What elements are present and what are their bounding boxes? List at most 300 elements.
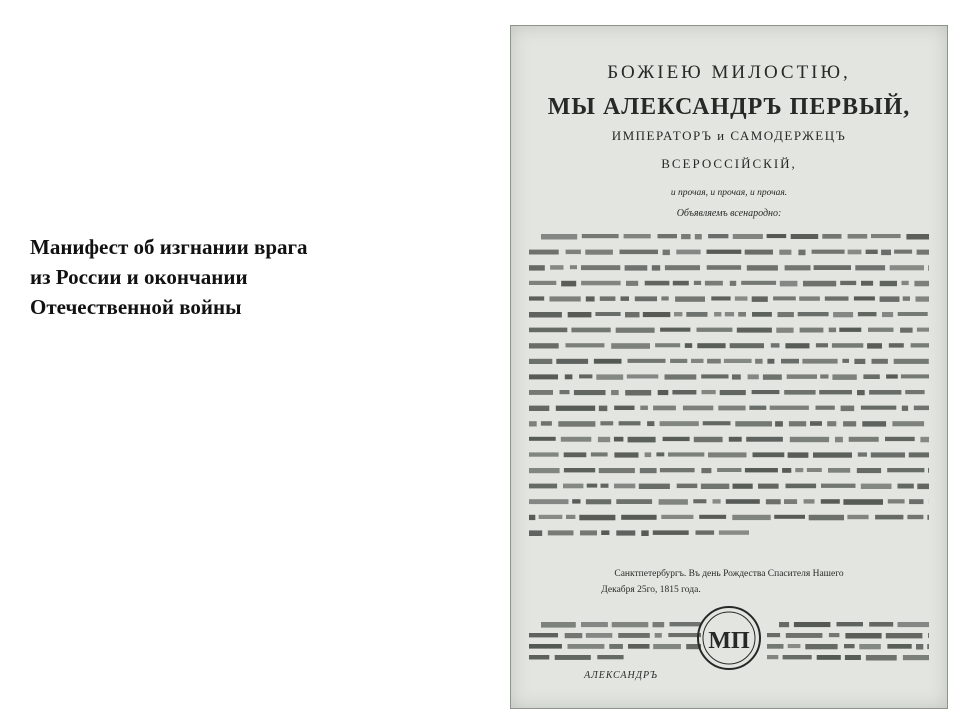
text-glyph-run bbox=[655, 343, 680, 347]
text-glyph-run bbox=[788, 452, 809, 457]
text-glyph-run bbox=[752, 390, 780, 394]
text-glyph-run bbox=[685, 343, 692, 348]
text-glyph-run bbox=[550, 296, 581, 301]
text-glyph-run bbox=[566, 515, 575, 519]
text-glyph-run bbox=[621, 296, 630, 301]
text-glyph-run bbox=[686, 312, 707, 317]
text-glyph-run bbox=[701, 468, 711, 473]
text-glyph-run bbox=[566, 343, 605, 347]
text-glyph-run bbox=[653, 622, 665, 627]
text-glyph-run bbox=[529, 644, 562, 649]
text-glyph-run bbox=[585, 250, 613, 255]
text-glyph-run bbox=[626, 281, 638, 286]
text-glyph-run bbox=[660, 468, 695, 472]
text-glyph-run bbox=[529, 437, 556, 441]
text-glyph-run bbox=[529, 484, 557, 489]
text-glyph-run bbox=[790, 437, 829, 442]
text-glyph-run bbox=[927, 644, 929, 649]
text-glyph-run bbox=[611, 343, 650, 349]
text-glyph-run bbox=[866, 250, 878, 254]
text-glyph-run bbox=[658, 234, 678, 238]
text-glyph-run bbox=[741, 281, 776, 285]
text-glyph-run bbox=[595, 312, 620, 316]
text-glyph-run bbox=[681, 234, 691, 239]
text-glyph-run bbox=[861, 281, 873, 286]
text-glyph-run bbox=[885, 437, 915, 441]
text-glyph-run bbox=[828, 468, 850, 473]
text-glyph-run bbox=[857, 390, 865, 395]
text-glyph-run bbox=[724, 359, 752, 363]
text-glyph-run bbox=[857, 468, 881, 473]
text-glyph-run bbox=[635, 296, 657, 301]
text-glyph-run bbox=[556, 359, 588, 364]
text-glyph-run bbox=[839, 328, 861, 332]
text-glyph-run bbox=[847, 515, 868, 519]
text-glyph-run bbox=[841, 406, 855, 412]
text-glyph-run bbox=[779, 250, 791, 255]
text-glyph-run bbox=[586, 296, 595, 301]
text-glyph-run bbox=[770, 406, 809, 410]
text-glyph-run bbox=[784, 499, 797, 504]
text-glyph-run bbox=[703, 421, 731, 425]
text-glyph-run bbox=[616, 328, 655, 333]
text-glyph-run bbox=[580, 530, 597, 535]
text-glyph-run bbox=[804, 499, 815, 503]
text-glyph-run bbox=[707, 250, 742, 254]
text-glyph-run bbox=[529, 421, 537, 426]
text-glyph-run bbox=[529, 515, 535, 520]
text-glyph-run bbox=[570, 265, 577, 269]
text-glyph-run bbox=[621, 515, 656, 520]
text-glyph-run bbox=[755, 359, 763, 364]
text-glyph-run bbox=[529, 374, 558, 379]
text-glyph-run bbox=[663, 250, 670, 256]
text-glyph-run bbox=[786, 484, 817, 489]
text-glyph-run bbox=[854, 359, 865, 364]
text-glyph-run bbox=[628, 644, 650, 649]
text-glyph-run bbox=[783, 655, 812, 659]
caption-line: Манифест об изгнании врага bbox=[30, 235, 308, 259]
text-glyph-run bbox=[566, 250, 581, 255]
text-glyph-run bbox=[670, 622, 701, 626]
text-glyph-run bbox=[752, 296, 768, 302]
text-glyph-run bbox=[529, 530, 542, 536]
text-glyph-run bbox=[816, 406, 835, 410]
text-glyph-run bbox=[771, 343, 780, 347]
text-glyph-run bbox=[848, 234, 868, 239]
text-glyph-run bbox=[707, 265, 741, 270]
text-glyph-run bbox=[907, 515, 923, 519]
text-glyph-run bbox=[785, 343, 809, 348]
text-glyph-run bbox=[581, 265, 620, 270]
text-glyph-run bbox=[561, 281, 576, 287]
text-glyph-run bbox=[618, 633, 650, 638]
text-glyph-run bbox=[732, 515, 770, 520]
text-glyph-run bbox=[701, 484, 729, 489]
text-glyph-run bbox=[903, 655, 929, 660]
text-glyph-run bbox=[887, 468, 924, 472]
text-glyph-run bbox=[620, 250, 659, 255]
text-glyph-run bbox=[894, 359, 929, 364]
text-glyph-run bbox=[837, 622, 864, 626]
text-glyph-run bbox=[565, 374, 573, 379]
text-glyph-run bbox=[711, 296, 730, 300]
text-glyph-run bbox=[529, 633, 558, 637]
text-glyph-run bbox=[748, 374, 759, 379]
text-glyph-run bbox=[701, 374, 728, 378]
text-glyph-run bbox=[901, 374, 929, 378]
text-glyph-run bbox=[825, 296, 849, 300]
text-glyph-run bbox=[746, 437, 783, 442]
text-glyph-run bbox=[611, 390, 619, 395]
text-glyph-run bbox=[810, 421, 822, 426]
text-glyph-run bbox=[747, 265, 778, 270]
text-glyph-run bbox=[829, 328, 836, 333]
text-glyph-run bbox=[668, 452, 704, 456]
text-glyph-run bbox=[863, 374, 879, 379]
text-glyph-run bbox=[782, 468, 791, 473]
text-glyph-run bbox=[529, 499, 569, 504]
seal-monogram: МП bbox=[708, 628, 750, 654]
text-glyph-run bbox=[843, 421, 856, 426]
text-glyph-run bbox=[601, 484, 609, 488]
text-glyph-run bbox=[800, 328, 824, 333]
text-glyph-run bbox=[597, 655, 623, 659]
text-glyph-run bbox=[892, 421, 924, 426]
text-glyph-run bbox=[869, 390, 901, 395]
text-glyph-run bbox=[805, 644, 837, 649]
text-glyph-run bbox=[661, 515, 693, 519]
text-glyph-run bbox=[917, 250, 929, 255]
text-glyph-run bbox=[835, 437, 843, 443]
text-glyph-run bbox=[539, 515, 563, 519]
text-glyph-run bbox=[778, 312, 794, 317]
text-glyph-run bbox=[763, 374, 782, 379]
text-glyph-run bbox=[714, 312, 721, 317]
text-glyph-run bbox=[624, 234, 651, 238]
text-glyph-run bbox=[813, 452, 852, 457]
text-glyph-run bbox=[781, 359, 799, 364]
text-glyph-run bbox=[568, 644, 605, 649]
text-glyph-run bbox=[867, 343, 882, 348]
doc-heading-line6: Объявляемъ всенародно: bbox=[676, 208, 782, 219]
text-glyph-run bbox=[871, 452, 905, 457]
text-glyph-run bbox=[776, 328, 793, 333]
doc-dateline-line2: Декабря 25го, 1815 года. bbox=[601, 585, 701, 595]
text-glyph-run bbox=[660, 421, 699, 426]
text-glyph-run bbox=[529, 343, 559, 348]
text-glyph-run bbox=[596, 374, 623, 379]
text-glyph-run bbox=[928, 468, 929, 473]
text-glyph-run bbox=[653, 644, 681, 649]
text-glyph-run bbox=[821, 499, 840, 504]
text-glyph-run bbox=[871, 234, 901, 238]
text-glyph-run bbox=[890, 265, 924, 270]
document-signature-block bbox=[529, 622, 701, 660]
text-glyph-run bbox=[869, 622, 893, 627]
text-glyph-run bbox=[735, 421, 772, 426]
text-glyph-run bbox=[866, 655, 897, 661]
text-glyph-run bbox=[758, 484, 779, 489]
text-glyph-run bbox=[661, 296, 668, 300]
text-glyph-run bbox=[571, 328, 610, 333]
manifesto-document-image bbox=[510, 25, 948, 709]
text-glyph-run bbox=[855, 265, 885, 270]
text-glyph-run bbox=[809, 515, 844, 521]
text-glyph-run bbox=[914, 406, 929, 411]
text-glyph-run bbox=[858, 452, 867, 456]
text-glyph-run bbox=[795, 468, 803, 472]
text-glyph-run bbox=[612, 622, 649, 627]
text-glyph-run bbox=[875, 515, 903, 520]
document-body-text bbox=[529, 234, 929, 536]
text-glyph-run bbox=[599, 468, 635, 473]
text-glyph-run bbox=[780, 281, 798, 287]
text-glyph-run bbox=[767, 234, 787, 238]
text-glyph-run bbox=[862, 421, 886, 426]
text-glyph-run bbox=[886, 633, 923, 638]
text-glyph-run bbox=[840, 281, 856, 285]
doc-signature: АЛЕКСАНДРЪ bbox=[584, 670, 658, 681]
text-glyph-run bbox=[909, 452, 929, 457]
text-glyph-run bbox=[683, 406, 713, 411]
text-glyph-run bbox=[675, 296, 705, 301]
text-glyph-run bbox=[586, 499, 611, 504]
text-glyph-run bbox=[794, 622, 831, 627]
text-glyph-run bbox=[672, 390, 696, 395]
text-glyph-run bbox=[827, 421, 836, 426]
text-glyph-run bbox=[798, 250, 805, 256]
text-glyph-run bbox=[817, 655, 841, 660]
text-glyph-run bbox=[529, 296, 544, 300]
text-glyph-run bbox=[558, 421, 595, 427]
text-glyph-run bbox=[849, 437, 879, 442]
text-glyph-run bbox=[767, 633, 780, 637]
text-glyph-run bbox=[564, 468, 595, 472]
text-glyph-run bbox=[917, 484, 929, 490]
text-glyph-run bbox=[529, 452, 559, 456]
text-glyph-run bbox=[775, 421, 783, 426]
text-glyph-run bbox=[914, 281, 929, 287]
doc-heading-line5: и прочая, и прочая, и прочая. bbox=[670, 188, 788, 198]
text-glyph-run bbox=[732, 374, 741, 379]
text-glyph-run bbox=[676, 250, 700, 255]
text-glyph-run bbox=[563, 484, 583, 489]
text-glyph-run bbox=[900, 328, 913, 333]
text-glyph-run bbox=[787, 374, 817, 379]
text-glyph-run bbox=[752, 312, 772, 317]
text-glyph-run bbox=[789, 421, 806, 426]
text-glyph-run bbox=[591, 452, 608, 456]
text-glyph-run bbox=[766, 499, 781, 504]
text-glyph-run bbox=[645, 281, 670, 286]
caption-line: Отечественной войны bbox=[30, 295, 242, 319]
text-glyph-run bbox=[829, 633, 840, 637]
text-glyph-run bbox=[803, 281, 836, 287]
doc-heading-line4: ВСЕРОССІЙСКІЙ, bbox=[661, 156, 797, 171]
text-glyph-run bbox=[529, 359, 552, 364]
text-glyph-run bbox=[579, 515, 615, 521]
text-glyph-run bbox=[643, 312, 671, 317]
text-glyph-run bbox=[898, 312, 928, 316]
text-glyph-run bbox=[887, 644, 911, 649]
text-glyph-run bbox=[529, 406, 549, 411]
text-glyph-run bbox=[888, 499, 905, 503]
text-glyph-run bbox=[720, 390, 746, 395]
text-glyph-run bbox=[833, 312, 853, 317]
text-glyph-run bbox=[708, 234, 728, 238]
text-glyph-run bbox=[842, 359, 849, 363]
text-glyph-run bbox=[916, 296, 930, 301]
text-glyph-run bbox=[699, 515, 726, 519]
text-glyph-run bbox=[812, 250, 845, 254]
text-glyph-run bbox=[652, 265, 660, 270]
text-glyph-run bbox=[719, 530, 749, 534]
text-glyph-run bbox=[625, 390, 651, 396]
text-glyph-run bbox=[928, 633, 929, 638]
text-glyph-run bbox=[843, 499, 883, 505]
text-glyph-run bbox=[868, 328, 894, 332]
text-glyph-run bbox=[822, 234, 841, 239]
text-glyph-run bbox=[670, 359, 687, 363]
text-glyph-run bbox=[663, 437, 690, 441]
doc-heading-line3: ИМПЕРАТОРЪ и САМОДЕРЖЕЦЪ bbox=[611, 128, 847, 143]
text-glyph-run bbox=[767, 655, 778, 659]
text-glyph-run bbox=[653, 530, 689, 535]
text-glyph-run bbox=[774, 515, 805, 519]
text-glyph-run bbox=[659, 499, 688, 505]
text-glyph-run bbox=[845, 633, 881, 639]
text-glyph-run bbox=[548, 530, 574, 535]
text-glyph-run bbox=[614, 452, 638, 457]
text-glyph-run bbox=[655, 633, 662, 638]
text-glyph-run bbox=[600, 421, 613, 425]
text-glyph-run bbox=[697, 343, 725, 348]
text-glyph-run bbox=[616, 499, 652, 504]
text-glyph-run bbox=[820, 374, 828, 378]
text-glyph-run bbox=[902, 281, 909, 285]
text-glyph-run bbox=[880, 281, 897, 286]
text-glyph-run bbox=[696, 530, 715, 534]
text-glyph-run bbox=[647, 421, 654, 426]
text-glyph-run bbox=[858, 312, 877, 316]
text-glyph-run bbox=[555, 655, 591, 660]
slide-caption bbox=[30, 232, 410, 322]
printing-seal bbox=[698, 607, 760, 669]
text-glyph-run bbox=[658, 390, 669, 395]
text-glyph-run bbox=[707, 359, 721, 364]
text-glyph-run bbox=[881, 250, 891, 256]
text-glyph-run bbox=[529, 328, 567, 333]
text-glyph-run bbox=[832, 343, 863, 348]
text-glyph-run bbox=[779, 622, 789, 627]
text-glyph-run bbox=[730, 281, 736, 286]
caption-line: из России и окончании bbox=[30, 265, 248, 289]
text-glyph-run bbox=[889, 343, 904, 347]
document-imprint-block bbox=[767, 622, 929, 661]
text-glyph-run bbox=[894, 250, 912, 254]
text-glyph-run bbox=[529, 312, 562, 318]
text-glyph-run bbox=[582, 234, 619, 238]
text-glyph-run bbox=[564, 452, 587, 457]
text-glyph-run bbox=[902, 406, 908, 411]
text-glyph-run bbox=[614, 484, 635, 489]
doc-dateline-line1: Санктпетербургъ. Въ день Рождества Спасителя Нашего bbox=[614, 569, 844, 579]
text-glyph-run bbox=[691, 359, 704, 363]
text-glyph-run bbox=[693, 499, 706, 503]
text-glyph-run bbox=[861, 484, 892, 489]
text-glyph-run bbox=[898, 484, 914, 489]
text-glyph-run bbox=[816, 343, 828, 347]
text-glyph-run bbox=[697, 328, 733, 332]
text-glyph-run bbox=[660, 328, 690, 332]
text-glyph-run bbox=[737, 328, 772, 333]
text-glyph-run bbox=[674, 312, 682, 316]
text-glyph-run bbox=[738, 312, 746, 317]
text-glyph-run bbox=[733, 234, 763, 239]
text-glyph-run bbox=[861, 406, 896, 410]
text-glyph-run bbox=[572, 499, 580, 503]
text-glyph-run bbox=[600, 296, 616, 301]
text-glyph-run bbox=[673, 281, 689, 286]
text-glyph-run bbox=[917, 328, 929, 332]
doc-heading-line1: БОЖІЕЮ МИЛОСТІЮ, bbox=[607, 62, 851, 83]
text-glyph-run bbox=[561, 437, 592, 442]
text-glyph-run bbox=[733, 484, 753, 489]
text-glyph-run bbox=[579, 374, 592, 378]
text-glyph-run bbox=[717, 468, 741, 472]
text-glyph-run bbox=[819, 390, 852, 394]
text-glyph-run bbox=[574, 390, 606, 395]
text-glyph-run bbox=[927, 515, 929, 520]
text-glyph-run bbox=[640, 406, 648, 410]
text-glyph-run bbox=[726, 499, 760, 504]
text-glyph-run bbox=[598, 437, 610, 442]
text-glyph-run bbox=[729, 437, 742, 442]
text-glyph-run bbox=[791, 234, 819, 239]
text-glyph-run bbox=[645, 452, 652, 457]
text-glyph-run bbox=[581, 281, 621, 286]
text-glyph-run bbox=[616, 530, 635, 535]
text-glyph-run bbox=[785, 265, 811, 270]
text-glyph-run bbox=[767, 359, 774, 364]
text-glyph-run bbox=[641, 530, 648, 536]
text-glyph-run bbox=[529, 281, 556, 285]
text-glyph-run bbox=[694, 281, 701, 285]
text-glyph-run bbox=[529, 468, 560, 473]
text-glyph-run bbox=[713, 499, 721, 503]
text-glyph-run bbox=[705, 281, 723, 286]
text-glyph-run bbox=[886, 374, 898, 378]
doc-heading-line2: МЫ АЛЕКСАНДРЪ ПЕРВЫЙ, bbox=[547, 94, 911, 120]
text-glyph-run bbox=[848, 250, 862, 255]
text-glyph-run bbox=[905, 390, 924, 394]
text-glyph-run bbox=[725, 312, 734, 316]
text-glyph-run bbox=[788, 644, 801, 648]
document-scan bbox=[511, 26, 947, 708]
text-glyph-run bbox=[798, 312, 829, 316]
text-glyph-run bbox=[581, 622, 608, 627]
text-glyph-run bbox=[872, 359, 888, 364]
text-glyph-run bbox=[665, 374, 697, 379]
text-glyph-run bbox=[529, 250, 559, 255]
text-glyph-run bbox=[640, 468, 657, 473]
text-glyph-run bbox=[898, 622, 930, 627]
text-glyph-run bbox=[844, 644, 855, 648]
text-glyph-run bbox=[749, 406, 766, 410]
text-glyph-run bbox=[708, 452, 747, 457]
text-glyph-run bbox=[753, 452, 785, 457]
